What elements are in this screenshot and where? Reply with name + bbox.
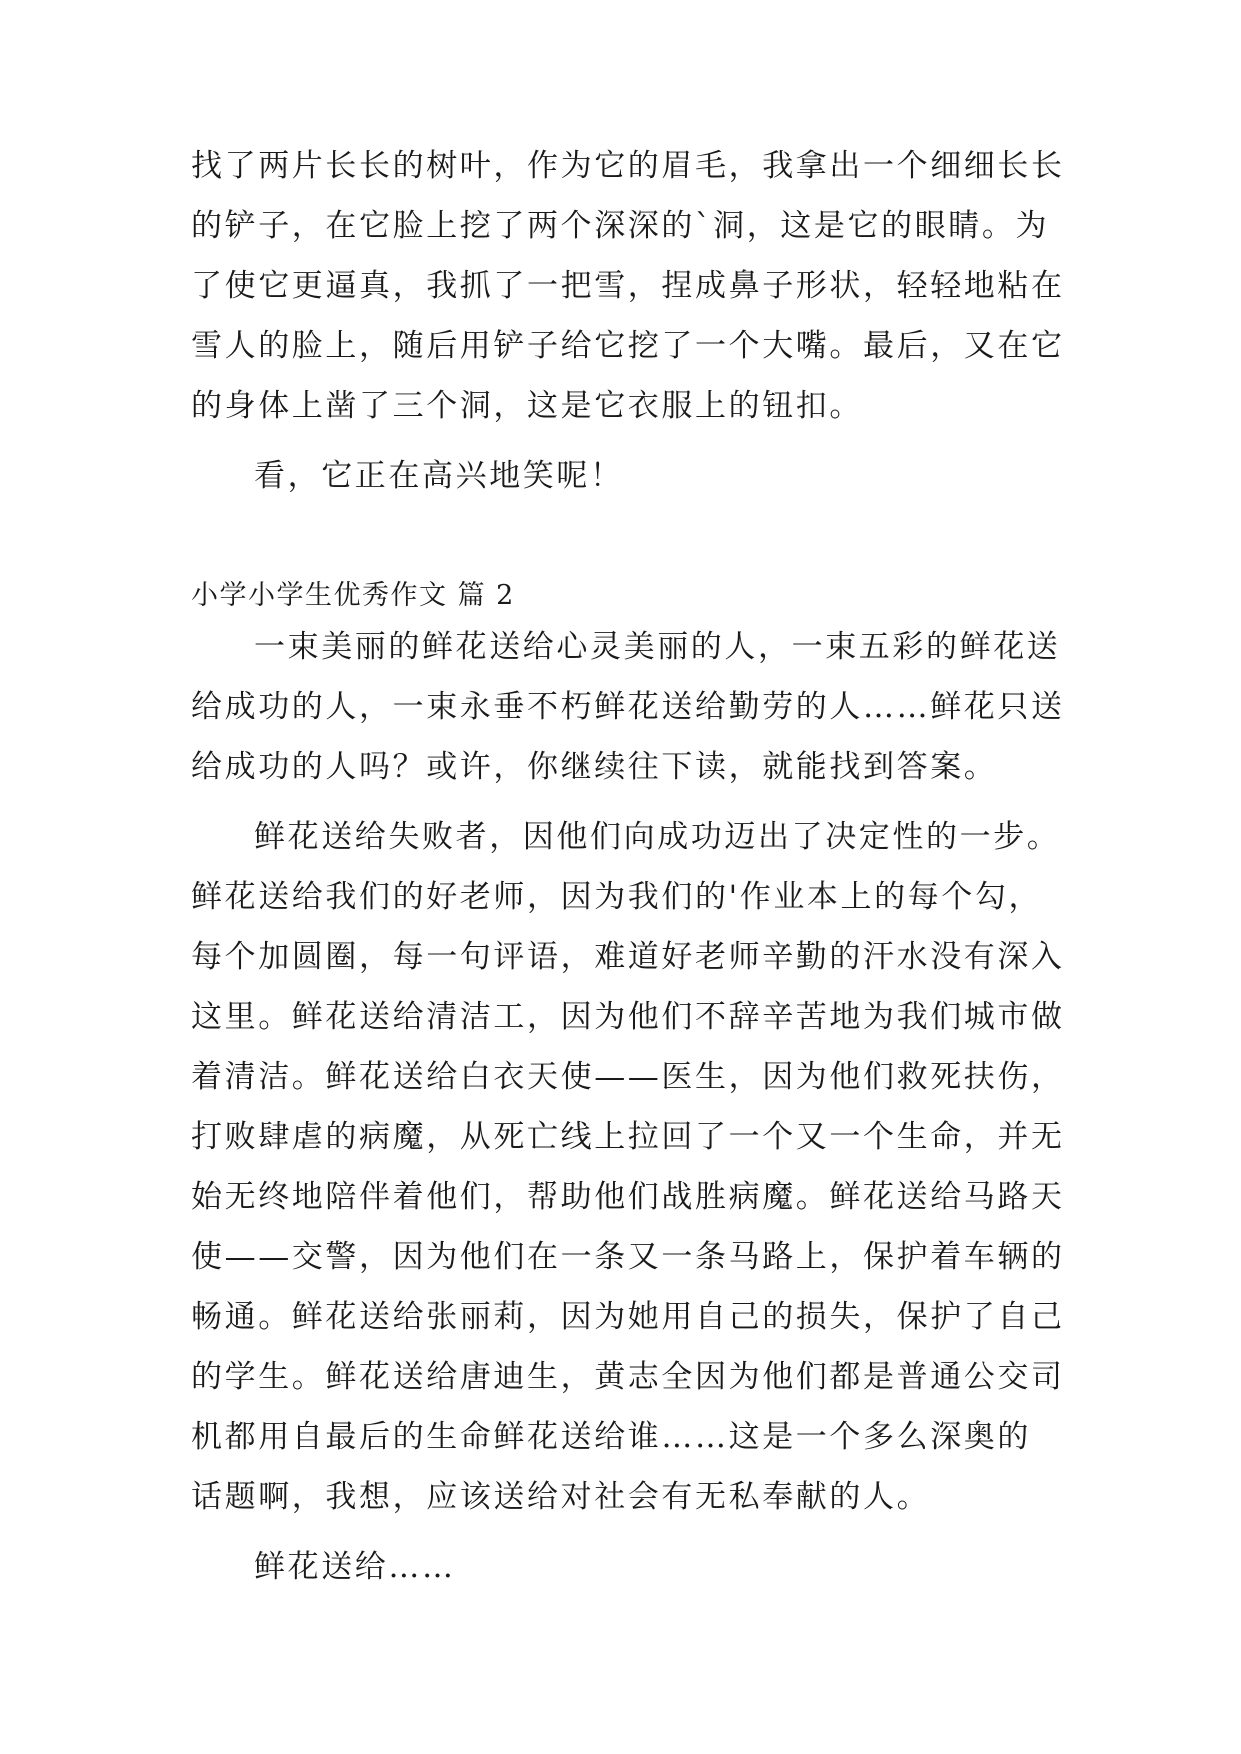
paragraph-line: 始无终地陪伴着他们，帮助他们战胜病魔。鲜花送给马路天 <box>191 1179 1065 1215</box>
paragraph-line: 机都用自最后的生命鲜花送给谁……这是一个多么深奥的 <box>191 1419 1031 1455</box>
paragraph-line: 畅通。鲜花送给张丽莉，因为她用自己的损失，保护了自己 <box>191 1299 1065 1335</box>
paragraph-line: 给成功的人，一束永垂不朽鲜花送给勤劳的人……鲜花只送 <box>191 689 1065 725</box>
paragraph-line: 鲜花送给…… <box>254 1549 456 1585</box>
paragraph-line: 看，它正在高兴地笑呢！ <box>254 458 624 494</box>
paragraph-line: 这里。鲜花送给清洁工，因为他们不辞辛苦地为我们城市做 <box>191 999 1065 1035</box>
paragraph-line: 打败肆虐的病魔，从死亡线上拉回了一个又一个生命，并无 <box>191 1119 1065 1155</box>
paragraph-line: 给成功的人吗？或许，你继续往下读，就能找到答案。 <box>191 749 998 785</box>
paragraph-line: 的身体上凿了三个洞，这是它衣服上的钮扣。 <box>191 388 863 424</box>
paragraph-line: 话题啊，我想，应该送给对社会有无私奉献的人。 <box>191 1479 931 1515</box>
paragraph-line: 的铲子，在它脸上挖了两个深深的`洞，这是它的眼睛。为 <box>191 208 1050 244</box>
paragraph-line: 的学生。鲜花送给唐迪生，黄志全因为他们都是普通公交司 <box>191 1359 1065 1395</box>
paragraph-line: 一束美丽的鲜花送给心灵美丽的人，一束五彩的鲜花送 <box>254 629 1061 665</box>
paragraph-line: 鲜花送给失败者，因他们向成功迈出了决定性的一步。 <box>254 819 1061 855</box>
paragraph-line: 鲜花送给我们的好老师，因为我们的'作业本上的每个勾， <box>191 879 1043 915</box>
paragraph-line: 了使它更逼真，我抓了一把雪，捏成鼻子形状，轻轻地粘在 <box>191 268 1065 304</box>
paragraph-line: 使——交警，因为他们在一条又一条马路上，保护着车辆的 <box>191 1239 1065 1275</box>
paragraph-line: 着清洁。鲜花送给白衣天使——医生，因为他们救死扶伤， <box>191 1059 1065 1095</box>
paragraph-line: 雪人的脸上，随后用铲子给它挖了一个大嘴。最后，又在它 <box>191 328 1065 364</box>
section-heading: 小学小学生优秀作文 篇 2 <box>191 580 515 611</box>
paragraph-line: 每个加圆圈，每一句评语，难道好老师辛勤的汗水没有深入 <box>191 939 1065 975</box>
paragraph-line: 找了两片长长的树叶，作为它的眉毛，我拿出一个细细长长 <box>191 148 1065 184</box>
